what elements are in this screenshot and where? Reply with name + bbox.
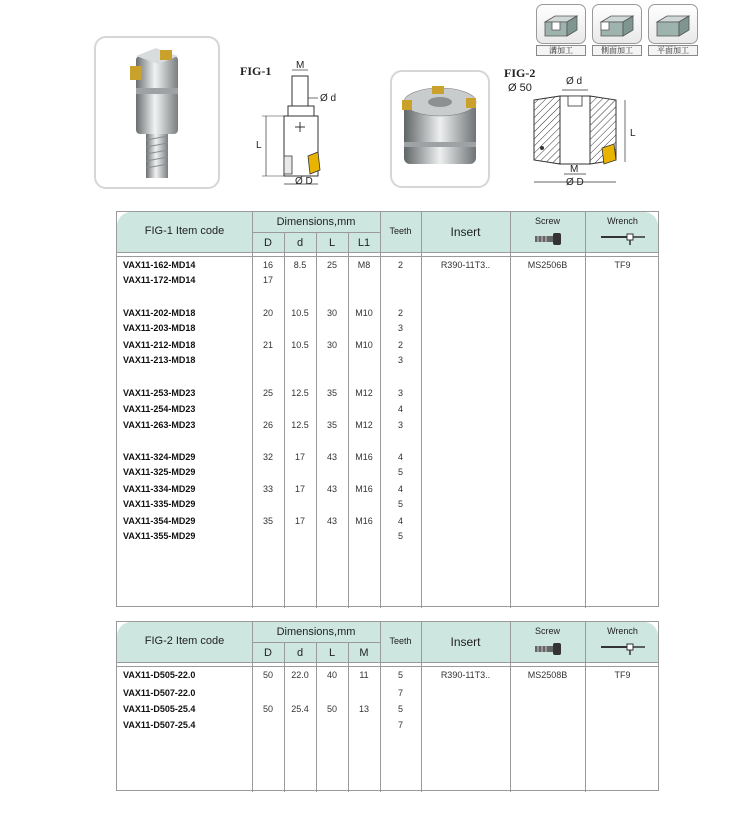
- row-item-code: VAX11-202-MD18: [123, 308, 196, 318]
- header-col-L: L: [328, 647, 336, 659]
- row-item-code: VAX11-162-MD14: [123, 260, 196, 270]
- row-cell-teeth: 4: [397, 516, 403, 526]
- fig2-product-photo: [390, 70, 490, 188]
- row-item-code: VAX11-D507-25.4: [123, 720, 196, 730]
- row-cell-l1: M16: [355, 452, 373, 462]
- fig2-dim-l: L: [630, 128, 636, 139]
- row-cell-d: 16: [262, 260, 273, 270]
- row-cell-l1: M10: [355, 340, 373, 350]
- row-item-code: VAX11-335-MD29: [123, 499, 196, 509]
- row-cell-teeth: 2: [397, 340, 403, 350]
- row-cell-d: 32: [262, 452, 273, 462]
- row-cell-teeth: 5: [397, 499, 403, 509]
- row-cell-l: 30: [326, 308, 337, 318]
- row-item-code: VAX11-354-MD29: [123, 516, 196, 526]
- fig1-dim-d: Ø d: [320, 93, 337, 104]
- row-cell-d: 17: [294, 484, 305, 494]
- header-col-D: D: [264, 237, 272, 249]
- row-cell-d: 10.5: [291, 340, 309, 350]
- table2-wrench-value: TF9: [614, 670, 631, 680]
- op-label: 溝加工: [536, 45, 586, 56]
- row-cell-teeth: 3: [397, 323, 403, 333]
- header-teeth: Teeth: [389, 226, 412, 236]
- row-cell-teeth: 3: [397, 420, 403, 430]
- row-cell-teeth: 5: [397, 531, 403, 541]
- row-cell-l: 25: [326, 260, 337, 270]
- row-cell-l1: M12: [355, 420, 373, 430]
- fig1-dim-D: Ø D: [295, 176, 313, 187]
- table2-insert-value: R390-11T3..: [440, 670, 491, 680]
- fig2-spec-table: [116, 621, 659, 791]
- row-cell-l1: M8: [357, 260, 371, 270]
- screw-icon: [535, 642, 563, 656]
- op-face-milling: [648, 4, 698, 56]
- fig1-label: FIG-1: [240, 64, 272, 78]
- fig2-dim-m: M: [570, 164, 579, 175]
- header-insert: Insert: [450, 635, 481, 649]
- fig2-label: FIG-2: [504, 66, 536, 80]
- row-cell-l1: M16: [355, 484, 373, 494]
- wrench-icon: [601, 642, 647, 656]
- header-wrench: Wrench: [607, 216, 638, 226]
- row-cell-d: 35: [262, 516, 273, 526]
- row-cell-l: 43: [326, 484, 337, 494]
- table2-screw-value: MS2508B: [527, 670, 568, 680]
- header-col-d: d: [296, 647, 304, 659]
- row-cell-teeth: 2: [397, 308, 403, 318]
- header-screw: Screw: [534, 626, 560, 636]
- row-cell-d: 8.5: [293, 260, 307, 270]
- row-item-code: VAX11-253-MD23: [123, 388, 196, 398]
- row-item-code: VAX11-D507-22.0: [123, 688, 196, 698]
- row-cell-l: 50: [326, 704, 337, 714]
- row-item-code: VAX11-263-MD23: [123, 420, 196, 430]
- row-cell-d: 21: [262, 340, 273, 350]
- row-cell-d: 20: [262, 308, 273, 318]
- header-dimensions: Dimensions,mm: [276, 216, 356, 228]
- row-cell-d: 33: [262, 484, 273, 494]
- row-cell-teeth: 7: [397, 688, 403, 698]
- row-cell-m: 13: [358, 704, 369, 714]
- row-cell-teeth: 3: [397, 388, 403, 398]
- row-cell-d: 12.5: [291, 420, 309, 430]
- row-cell-teeth: 5: [397, 670, 403, 680]
- row-item-code: VAX11-334-MD29: [123, 484, 196, 494]
- fig2-dim-D: Ø D: [566, 177, 584, 188]
- row-cell-d: 17: [294, 452, 305, 462]
- row-item-code: VAX11-D505-25.4: [123, 704, 196, 714]
- row-item-code: VAX11-355-MD29: [123, 531, 196, 541]
- row-cell-teeth: 2: [397, 260, 403, 270]
- header-col-L1: L1: [357, 237, 371, 249]
- row-item-code: VAX11-212-MD18: [123, 340, 196, 350]
- fig2-drawing: [520, 82, 640, 190]
- face-milling-icon: [648, 4, 698, 44]
- table1-insert-value: R390-11T3..: [440, 260, 491, 270]
- row-cell-teeth: 5: [397, 467, 403, 477]
- table1-wrench-value: TF9: [614, 260, 631, 270]
- header-item-code: FIG-2 Item code: [144, 635, 225, 647]
- row-cell-l1: M10: [355, 308, 373, 318]
- fig2-dim-d: Ø d: [566, 76, 583, 87]
- row-cell-d: 17: [294, 516, 305, 526]
- row-item-code: VAX11-213-MD18: [123, 355, 196, 365]
- header-col-d: d: [296, 237, 304, 249]
- fig1-dim-l: L: [256, 140, 262, 151]
- header-col-D: D: [264, 647, 272, 659]
- row-item-code: VAX11-203-MD18: [123, 323, 196, 333]
- fig1-dim-m: M: [296, 60, 305, 71]
- fig1-spec-table: [116, 211, 659, 607]
- row-cell-l: 30: [326, 340, 337, 350]
- header-col-L: L: [328, 237, 336, 249]
- row-cell-teeth: 4: [397, 484, 403, 494]
- op-side-milling: [592, 4, 642, 56]
- row-cell-d: 25.4: [291, 704, 309, 714]
- row-item-code: VAX11-D505-22.0: [123, 670, 196, 680]
- row-cell-l: 35: [326, 388, 337, 398]
- header-item-code: FIG-1 Item code: [144, 225, 225, 237]
- header-col-M: M: [359, 647, 369, 659]
- row-cell-d: 10.5: [291, 308, 309, 318]
- row-cell-d: 50: [262, 704, 273, 714]
- row-cell-teeth: 4: [397, 404, 403, 414]
- row-cell-d: 12.5: [291, 388, 309, 398]
- row-cell-d: 22.0: [291, 670, 309, 680]
- side-milling-icon: [592, 4, 642, 44]
- row-cell-teeth: 4: [397, 452, 403, 462]
- row-cell-l: 43: [326, 516, 337, 526]
- op-label: 平面加工: [648, 45, 698, 56]
- header-dimensions: Dimensions,mm: [276, 626, 356, 638]
- row-cell-teeth: 7: [397, 720, 403, 730]
- fig1-product-photo: [94, 36, 220, 189]
- header-screw: Screw: [534, 216, 560, 226]
- header-insert: Insert: [450, 225, 481, 239]
- fig2-size: Ø 50: [508, 82, 532, 94]
- row-cell-d: 17: [262, 275, 273, 285]
- row-cell-m: 11: [359, 670, 369, 680]
- row-cell-l: 35: [326, 420, 337, 430]
- row-cell-d: 50: [262, 670, 273, 680]
- row-item-code: VAX11-324-MD29: [123, 452, 196, 462]
- wrench-icon: [601, 232, 647, 246]
- op-label: 側面加工: [592, 45, 642, 56]
- fig1-drawing: [250, 56, 350, 191]
- op-slot-milling: [536, 4, 586, 56]
- row-cell-l1: M16: [355, 516, 373, 526]
- row-item-code: VAX11-325-MD29: [123, 467, 196, 477]
- row-cell-l: 40: [326, 670, 337, 680]
- header-wrench: Wrench: [607, 626, 638, 636]
- row-cell-d: 26: [262, 420, 273, 430]
- row-cell-d: 25: [262, 388, 273, 398]
- slot-milling-icon: [536, 4, 586, 44]
- row-item-code: VAX11-172-MD14: [123, 275, 196, 285]
- header-teeth: Teeth: [389, 636, 412, 646]
- table1-screw-value: MS2506B: [527, 260, 568, 270]
- row-cell-teeth: 5: [397, 704, 403, 714]
- row-cell-l: 43: [326, 452, 337, 462]
- row-item-code: VAX11-254-MD23: [123, 404, 196, 414]
- row-cell-teeth: 3: [397, 355, 403, 365]
- screw-icon: [535, 232, 563, 246]
- row-cell-l1: M12: [355, 388, 373, 398]
